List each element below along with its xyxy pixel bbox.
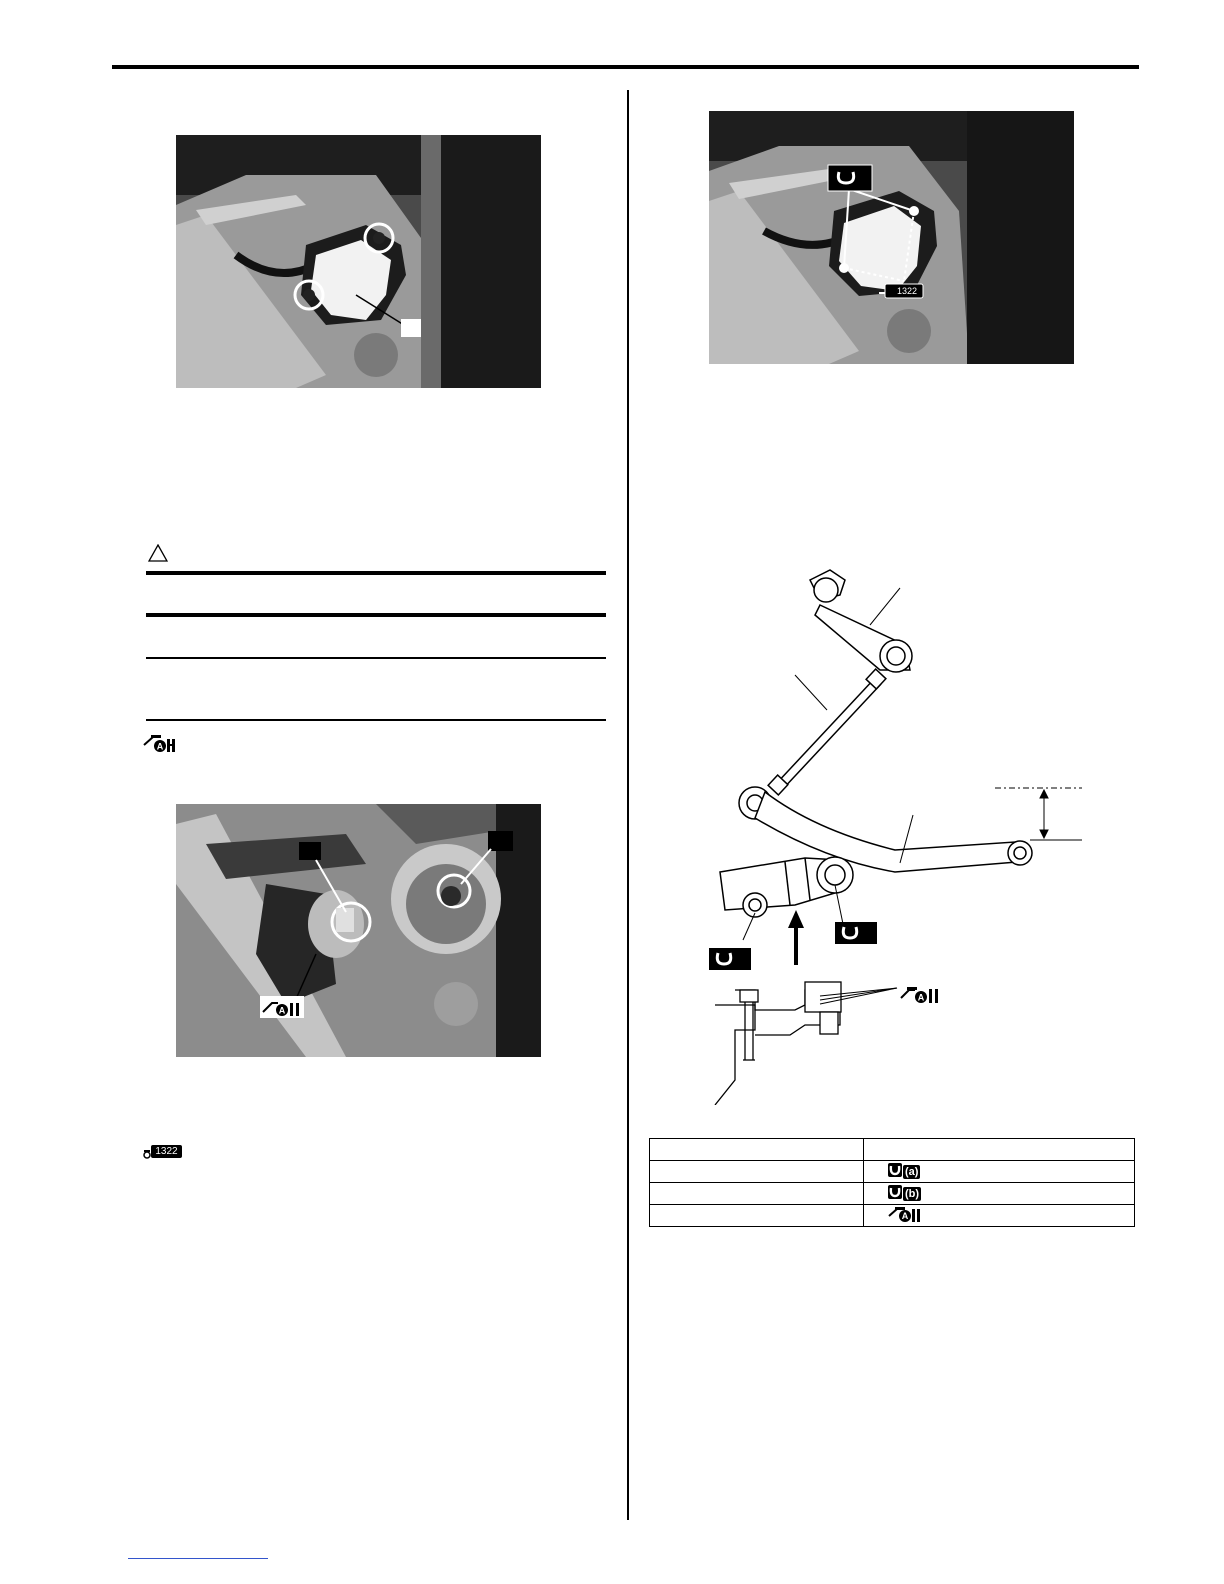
spec-item xyxy=(650,1205,864,1227)
svg-text:A: A xyxy=(156,741,164,752)
thread-lock-icon xyxy=(143,1143,183,1160)
photo-shaft-dowel xyxy=(176,804,541,1057)
footer-link[interactable] xyxy=(128,1558,268,1559)
gearshift-linkage-diagram xyxy=(695,560,1095,1105)
warning-triangle-icon xyxy=(148,544,168,562)
thread-lock-code: 1322 xyxy=(155,1146,178,1157)
note-top-rule xyxy=(146,657,606,659)
photo-sensor-torque xyxy=(709,111,1074,364)
spec-value xyxy=(864,1161,1135,1183)
spec-table-header-spec xyxy=(864,1139,1135,1161)
torque-letter: (a) xyxy=(905,1165,919,1178)
spec-item xyxy=(650,1161,864,1183)
spec-item xyxy=(650,1183,864,1205)
torque-letter: (b) xyxy=(905,1187,920,1200)
grease-icon xyxy=(888,1206,920,1222)
warning-bottom-rule xyxy=(146,613,606,617)
svg-text:A: A xyxy=(278,1005,286,1016)
note-bottom-rule xyxy=(146,719,606,721)
photo-thread-lock-code: 1322 xyxy=(896,286,918,296)
grease-icon xyxy=(143,733,175,753)
grease-letter: A xyxy=(901,1211,909,1221)
column-divider xyxy=(627,90,629,1520)
spec-value xyxy=(864,1205,1135,1227)
photo-sensor-screws xyxy=(176,135,541,388)
spec-table-header-row xyxy=(650,1139,1135,1161)
svg-text:A: A xyxy=(917,992,925,1003)
warning-top-rule xyxy=(146,571,606,575)
header-rule xyxy=(112,65,1139,69)
torque-wrench-icon xyxy=(888,1163,902,1180)
spec-value xyxy=(864,1183,1135,1205)
spec-table-header-item xyxy=(650,1139,864,1161)
torque-wrench-icon xyxy=(888,1185,902,1202)
spec-table xyxy=(649,1138,1135,1227)
table-row xyxy=(650,1183,1135,1205)
table-row xyxy=(650,1161,1135,1183)
table-row xyxy=(650,1205,1135,1227)
